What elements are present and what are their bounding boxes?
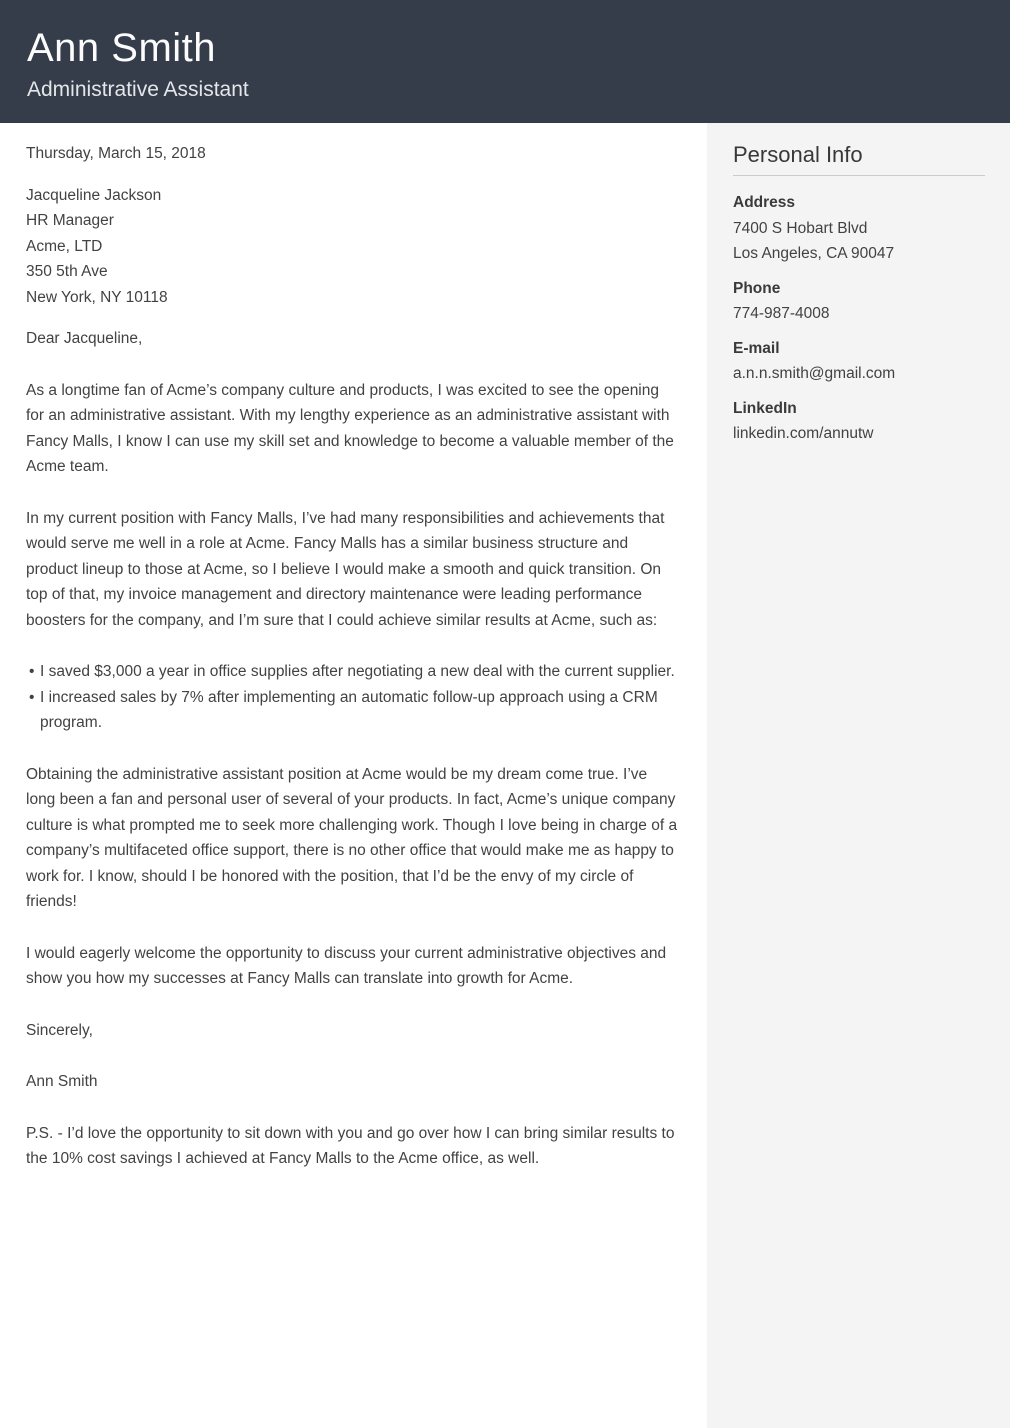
personal-info-sidebar xyxy=(707,123,1010,1428)
person-name: Ann Smith xyxy=(27,26,217,70)
info-group-phone xyxy=(733,276,985,327)
letter-signature: Ann Smith xyxy=(26,1073,98,1090)
achievement-item: • I saved $3,000 a year in office supplies after negotiating a new deal with the current supplier. xyxy=(26,659,678,685)
letter-greeting: Dear Jacqueline, xyxy=(26,330,143,347)
info-group-linkedin xyxy=(733,396,985,447)
person-job-title: Administrative Assistant xyxy=(27,78,249,101)
info-value: linkedin.com/annutw xyxy=(733,425,874,442)
recipient-street: 350 5th Ave xyxy=(26,263,108,280)
recipient-company: Acme, LTD xyxy=(26,237,103,255)
content-columns xyxy=(0,123,1010,1428)
sidebar-title: Personal Info xyxy=(733,140,985,176)
document-header xyxy=(0,0,1010,123)
info-label: Address xyxy=(733,194,796,211)
info-label: LinkedIn xyxy=(733,399,797,417)
letter-paragraph-intro: As a longtime fan of Acme’s company culture and products, I was excited to see the opening for an administrative assistant. With my lengthy experience as an administrative assistant with Fancy Malls, I know I can use my skill set and knowledge to become a valuable member of the Acme team. xyxy=(26,381,674,475)
achievement-list xyxy=(26,659,678,736)
recipient-city: New York, NY 10118 xyxy=(26,288,168,306)
info-label: E-mail xyxy=(733,339,780,357)
recipient-name: Jacqueline Jackson xyxy=(26,186,162,204)
letter-paragraph-welcome: I would eagerly welcome the opportunity to discuss your current administrative objectives and show you how my successes at Fancy Malls can translate into growth for Acme. xyxy=(26,944,667,987)
info-group-address xyxy=(733,190,985,267)
info-value: 7400 S Hobart Blvd xyxy=(733,219,868,237)
letter-paragraph-dream: Obtaining the administrative assistant position at Acme would be my dream come true. I’ve long been a fan and personal user of several of your products. In fact, Acme’s unique company culture is what prompted me to seek more challenging work. Though I love being in charge of a company’s multifaceted office support, there is no other office that would make me as happy to work for. I know, should I be honored with the position, that I’d be the envy of my circle of friends! xyxy=(26,765,678,910)
recipient-block xyxy=(26,183,678,311)
letter-date: Thursday, March 15, 2018 xyxy=(26,145,206,162)
letter-postscript: P.S. - I’d love the opportunity to sit down with you and go over how I can bring similar results to the 10% cost savings I achieved at Fancy Malls to the Acme office, as well. xyxy=(26,1124,675,1167)
recipient-role: HR Manager xyxy=(26,212,114,229)
info-value: Los Angeles, CA 90047 xyxy=(733,245,895,262)
info-value: 774-987-4008 xyxy=(733,305,830,322)
letter-sign-off: Sincerely, xyxy=(26,1021,93,1039)
info-group-email xyxy=(733,336,985,387)
info-value: a.n.n.smith@gmail.com xyxy=(733,365,896,382)
achievement-item: • I increased sales by 7% after implementing an automatic follow-up approach using a CRM program. xyxy=(26,685,678,736)
letter-body xyxy=(0,123,707,1428)
info-label: Phone xyxy=(733,279,781,297)
letter-paragraph-current-role: In my current position with Fancy Malls, I’ve had many responsibilities and achievements that would serve me well in a role at Acme. Fancy Malls has a similar business structure and product lineup to those at Acme, so I believe I would make a smooth and quick transition. On top of that, my invoice management and directory maintenance were leading performance boosters for the company, and I’m sure that I could achieve similar results at Acme, such as: xyxy=(26,509,665,629)
